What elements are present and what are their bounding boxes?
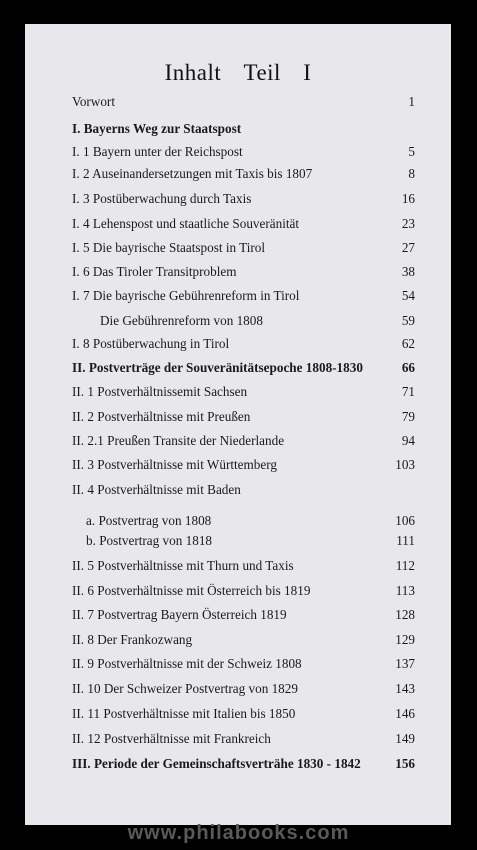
toc-entry xyxy=(72,729,415,749)
toc-entry xyxy=(72,311,415,331)
toc-entry xyxy=(72,119,415,139)
toc-entry-page: 16 xyxy=(401,191,415,206)
toc-entry-page: 149 xyxy=(395,731,415,746)
toc-entry-page: 113 xyxy=(395,583,415,598)
page-title xyxy=(25,60,451,86)
toc-entry-page: 71 xyxy=(401,384,415,399)
toc-entry-title: I. 7 Die bayrische Gebührenreform in Tirol xyxy=(72,288,300,303)
toc-entry xyxy=(72,334,415,354)
toc-entry-title: III. Periode der Gemeinschaftsverträhe 1830 - 1842 xyxy=(72,756,361,771)
toc-entry xyxy=(72,358,415,378)
toc-entry-title: a. Postvertrag von 1808 xyxy=(86,513,212,528)
toc-entry-page: 103 xyxy=(395,457,415,472)
title-numeral: I xyxy=(303,60,312,85)
toc-entry-page: 94 xyxy=(401,433,415,448)
toc-entry-title: II. 9 Postverhältnisse mit der Schweiz 1808 xyxy=(72,656,302,671)
toc-entry xyxy=(72,605,415,625)
toc-entry-title: II. 2 Postverhältnisse mit Preußen xyxy=(72,409,251,424)
toc-entry-title: II. 1 Postverhältnissemit Sachsen xyxy=(72,384,248,399)
toc-entry xyxy=(72,455,415,475)
toc-entry-page: 59 xyxy=(401,313,415,328)
toc-entry xyxy=(72,679,415,699)
toc-entry xyxy=(72,189,415,209)
toc-entry-title: II. 2.1 Preußen Transite der Niederlande xyxy=(72,433,285,448)
toc-entry-title: II. 6 Postverhältnisse mit Österreich bis 1819 xyxy=(72,583,311,598)
toc-entry xyxy=(72,431,415,451)
toc-entry xyxy=(72,382,415,402)
toc-entry-title: II. 3 Postverhältnisse mit Württemberg xyxy=(72,457,277,472)
toc-entry-title: Die Gebührenreform von 1808 xyxy=(100,313,263,328)
toc-entry-title: I. 3 Postüberwachung durch Taxis xyxy=(72,191,252,206)
toc-entry xyxy=(72,511,415,531)
toc-entry-page: 66 xyxy=(401,360,415,375)
toc-entry-title: I. 5 Die bayrische Staatspost in Tirol xyxy=(72,240,266,255)
toc-entry xyxy=(72,654,415,674)
toc-entry-page: 156 xyxy=(395,756,415,771)
toc-entry-title: I. 4 Lehenspost und staatliche Souveränität xyxy=(72,216,300,231)
toc-entry xyxy=(72,704,415,724)
toc-entry-page: 146 xyxy=(395,706,415,721)
toc-entry xyxy=(72,531,415,551)
title-word-teil: Teil xyxy=(243,60,281,85)
toc-entry-title: II. 5 Postverhältnisse mit Thurn und Taxis xyxy=(72,558,294,573)
toc-entry xyxy=(72,480,415,500)
toc-entry xyxy=(72,556,415,576)
toc-entry-title: I. 1 Bayern unter der Reichspost xyxy=(72,144,243,159)
toc-entry-page: 137 xyxy=(395,656,415,671)
toc-entry xyxy=(72,92,415,112)
toc-entry-title: I. 2 Auseinandersetzungen mit Taxis bis 1807 xyxy=(72,166,313,181)
toc-entry-page: 1 xyxy=(408,94,415,109)
toc-entry xyxy=(72,630,415,650)
toc-entry-title: II. 10 Der Schweizer Postvertrag von 1829 xyxy=(72,681,298,696)
toc-entry xyxy=(72,214,415,234)
toc-entry xyxy=(72,407,415,427)
watermark: www.philabooks.com xyxy=(127,822,350,844)
toc-entry-title: Vorwort xyxy=(72,94,115,109)
toc-entry-page: 111 xyxy=(396,533,415,548)
toc-entry-page: 112 xyxy=(395,558,415,573)
toc-entry xyxy=(72,142,415,162)
toc-entry xyxy=(72,262,415,282)
toc-entry-title: b. Postvertrag von 1818 xyxy=(86,533,213,548)
toc-entry-title: II. 4 Postverhältnisse mit Baden xyxy=(72,482,241,497)
toc-entry-page: 8 xyxy=(408,166,415,181)
toc-entry xyxy=(72,581,415,601)
toc-entry-title: II. 7 Postvertrag Bayern Österreich 1819 xyxy=(72,607,287,622)
toc-entry xyxy=(72,754,415,774)
toc-entry xyxy=(72,238,415,258)
toc-entry xyxy=(72,164,415,184)
toc-entry-page: 38 xyxy=(401,264,415,279)
toc-entry-page: 143 xyxy=(395,681,415,696)
toc-entry-page: 106 xyxy=(395,513,415,528)
toc-entry-title: II. Postverträge der Souveränitätsepoche 1808-1830 xyxy=(72,360,363,375)
toc-entry-page: 27 xyxy=(401,240,415,255)
toc-entry-page: 62 xyxy=(401,336,415,351)
toc-entry-title: II. 12 Postverhältnisse mit Frankreich xyxy=(72,731,271,746)
toc-entry xyxy=(72,286,415,306)
toc-entry-page: 79 xyxy=(401,409,415,424)
toc-entry-title: II. 11 Postverhältnisse mit Italien bis 1850 xyxy=(72,706,296,721)
toc-entry-title: I. 6 Das Tiroler Transitproblem xyxy=(72,264,237,279)
toc-entry-page: 23 xyxy=(401,216,415,231)
toc-entry-page: 5 xyxy=(408,144,415,159)
toc-entry-page: 54 xyxy=(401,288,415,303)
title-word-inhalt: Inhalt xyxy=(164,60,222,85)
toc-entry-title: I. Bayerns Weg zur Staatspost xyxy=(72,121,242,136)
toc-entry-page: 129 xyxy=(395,632,415,647)
toc-entry-title: II. 8 Der Frankozwang xyxy=(72,632,193,647)
book-page xyxy=(25,24,451,825)
toc-entry-title: I. 8 Postüberwachung in Tirol xyxy=(72,336,230,351)
toc-entry-page: 128 xyxy=(395,607,415,622)
